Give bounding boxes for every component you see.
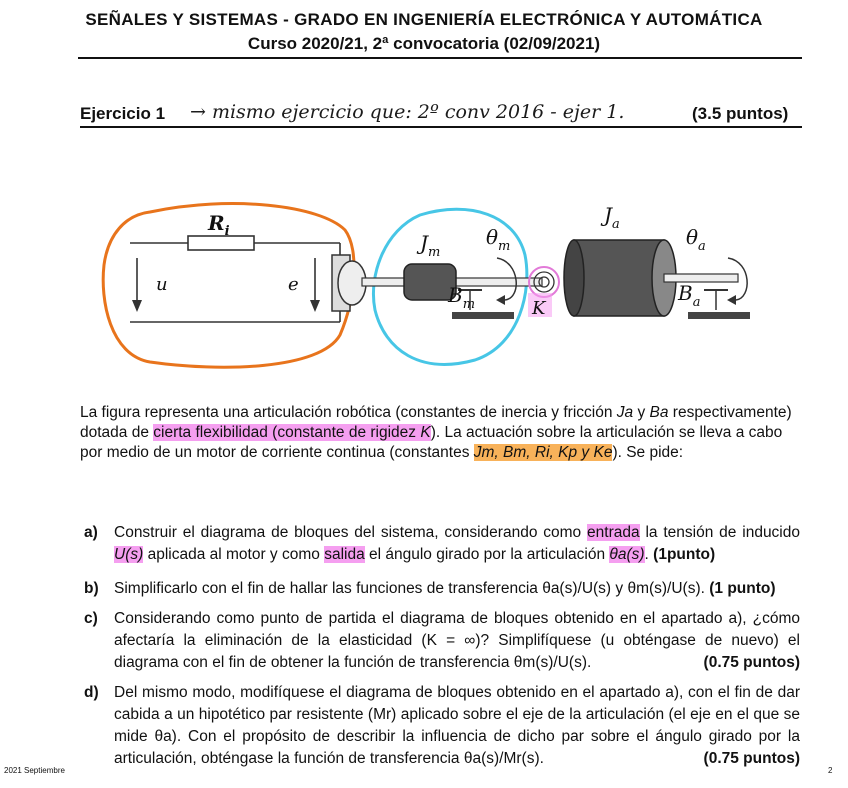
label-theta-m: $\theta_m$ (486, 225, 511, 254)
exercise-points: (3.5 puntos) (692, 104, 789, 123)
ground-ba (688, 312, 750, 319)
label-bm: $B_m$ (448, 283, 476, 312)
label-jm: $J_m$ (420, 231, 441, 260)
inertia-ja (574, 240, 664, 316)
page-number: 2 (828, 766, 833, 775)
label-ja: $J_a$ (604, 203, 620, 232)
label-ri: $R_i$ (208, 211, 230, 239)
label-ba: $B_a$ (678, 281, 701, 310)
output-shaft (664, 274, 738, 282)
highlight-theta-a: θa(s) (609, 546, 645, 563)
highlight-entrada: entrada (587, 524, 640, 541)
problem-statement: La figura representa una articulación robótica (constantes de inercia y fricción Ja y Ba respectivamente) dotada de cierta flexibilidad (constante de rigidez K). La actuación sobre la articulación se lleva a cabo por medio de un motor de corriente continua (constantes Jm, Bm, Ri, Kp y Ke). Se pide: (80, 404, 792, 461)
highlight-salida: salida (324, 546, 365, 563)
highlight-flexibility: cierta flexibilidad (constante de rigidez K (153, 424, 431, 441)
footer-left: 2021 Septiembre (4, 766, 65, 775)
label-theta-a: $\theta_a$ (686, 225, 706, 254)
header-course: Curso 2020/21, 2ª convocatoria (02/09/2021) (247, 34, 601, 53)
resistor-ri (188, 236, 254, 250)
label-e: e (288, 274, 299, 295)
label-u: u (156, 274, 168, 295)
ground-bm (452, 312, 514, 319)
highlight-motor-constants: Jm, Bm, Ri, Kp y Ke (473, 444, 613, 461)
highlight-u: U(s) (114, 546, 144, 563)
handwritten-note: → mismo ejercicio que: 2º conv 2016 - ejer 1. (190, 101, 625, 123)
exercise-title: Ejercicio 1 (80, 104, 166, 123)
header-title: SEÑALES Y SISTEMAS - GRADO EN INGENIERÍA ELECTRÓNICA Y AUTOMÁTICA (85, 10, 763, 29)
label-k: K (532, 298, 546, 319)
